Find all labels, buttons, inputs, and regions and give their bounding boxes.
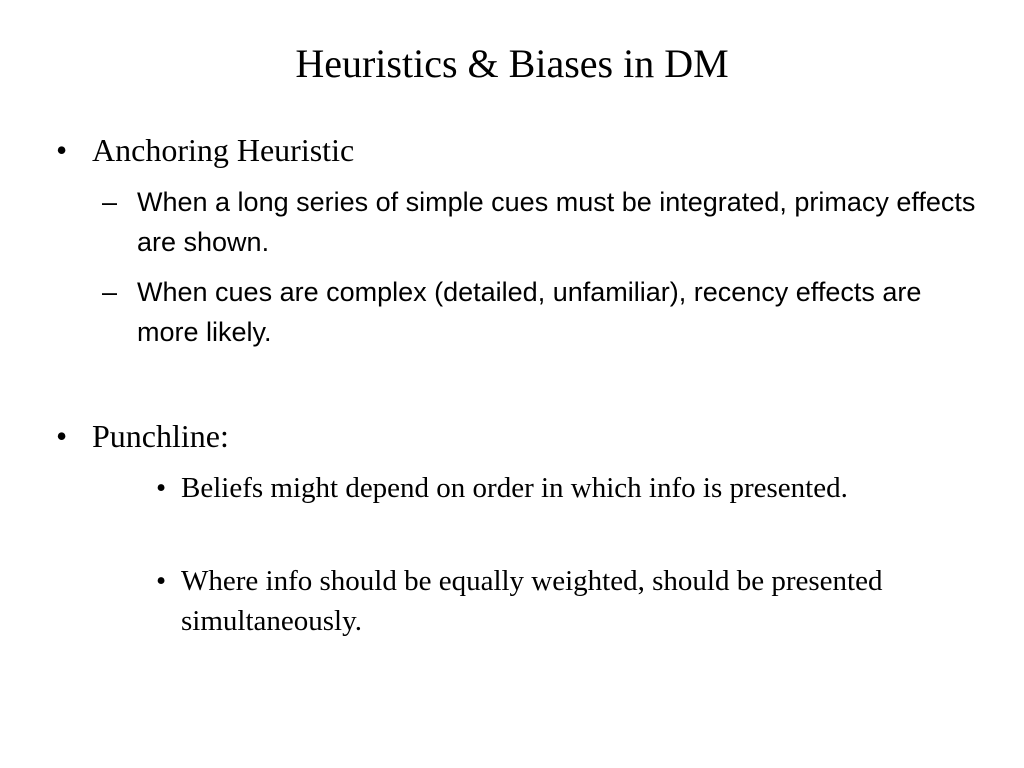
dash-marker: – bbox=[102, 187, 118, 217]
sub-bullet-text: When cues are complex (detailed, unfamiliar), recency effects are more likely. bbox=[137, 277, 922, 347]
dash-marker: – bbox=[102, 277, 118, 307]
sub-bullet-text: When a long series of simple cues must be integrated, primacy effects are shown. bbox=[137, 187, 976, 257]
bullet-label: Anchoring Heuristic bbox=[92, 132, 355, 168]
dot-marker: • bbox=[156, 565, 167, 597]
bullet-marker: • bbox=[56, 418, 68, 454]
bullet-anchoring-heuristic bbox=[56, 131, 355, 169]
slide-title: Heuristics & Biases in DM bbox=[295, 41, 729, 86]
bullet-marker: • bbox=[56, 132, 68, 168]
sub-bullet-text: Where info should be equally weighted, should be presented simultaneously. bbox=[181, 565, 883, 637]
bullet-punchline bbox=[56, 417, 229, 455]
dot-marker: • bbox=[156, 472, 167, 504]
sub-bullet-text: Beliefs might depend on order in which info is presented. bbox=[181, 472, 848, 504]
bullet-label: Punchline: bbox=[92, 418, 229, 454]
